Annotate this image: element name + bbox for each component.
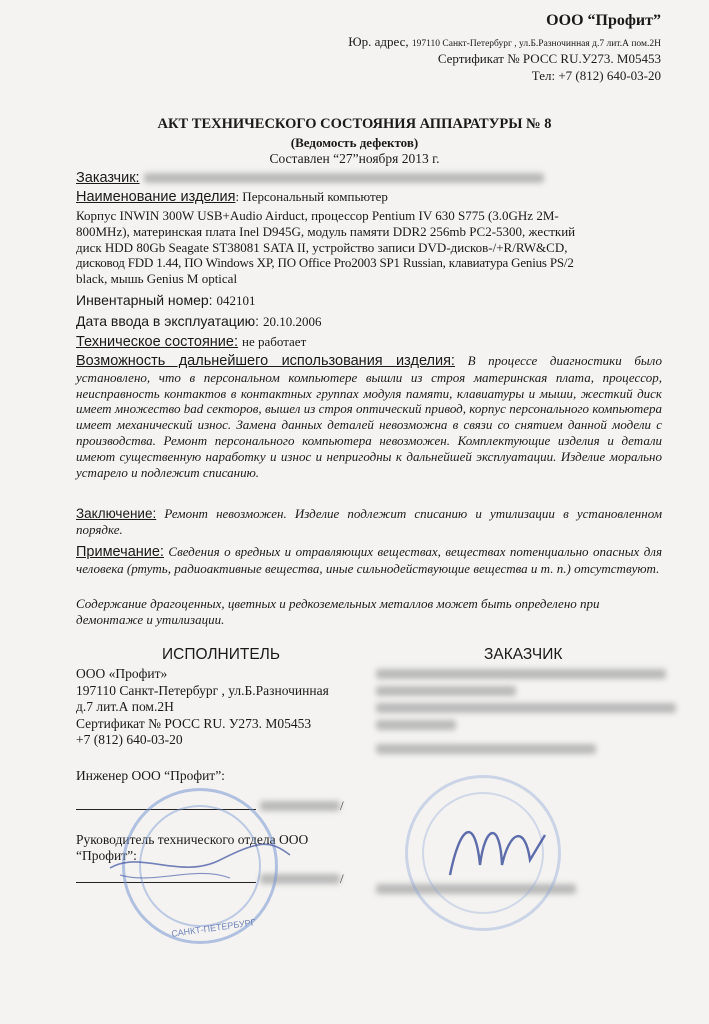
customer-row [76,169,544,187]
address-label: Юр. адрес, [348,34,409,49]
customer-heading: ЗАКАЗЧИК [484,646,563,663]
item-row [76,188,388,206]
note-metals-paragraph: Содержание драгоценных, цветных и редкоземельных металлов может быть определено при демонтаже и утилизации. [76,596,600,627]
redacted-line [376,744,596,754]
document-subtitle: (Ведомость дефектов) [290,135,419,150]
note-text: Сведения о вредных и отравляющих веществах, веществах потенциально опасных для человека (ртуть, радиоактивные вещества, иные сильнодействующие вещества и т. п.) отсутствуют. [76,544,662,576]
item-label: Наименование изделия [76,189,236,205]
company-certificate: Сертификат № РОСС RU.У273. М05453 [437,51,661,66]
executor-signature-scribble [100,820,300,900]
redacted-line [376,686,516,696]
note-paragraph [76,544,662,577]
company-address [348,34,661,50]
item-value: : Персональный компьютер [235,189,388,204]
tech-state-value: не работает [242,334,307,349]
executor-line: Сертификат № РОСС RU. У273. М05453 [76,715,312,731]
executor-details [76,666,329,749]
redacted-line [376,703,676,713]
engineer-signature-line: / [76,795,344,815]
redacted-line [376,669,666,679]
note-label: Примечание: [76,544,164,560]
date-row [76,313,322,331]
inventory-label: Инвентарный номер: [76,292,213,308]
executor-line: +7 (812) 640-03-20 [76,732,183,747]
date-label: Дата ввода в эксплуатацию: [76,313,260,329]
engineer-name-redacted [260,801,340,811]
head-label-line1: Руководитель технического отдела ООО [76,832,309,847]
customer-signature-scribble [440,805,560,895]
config-line: black, мышь Genius M optical [76,271,238,287]
engineer-label: Инженер ООО “Профит”: [76,768,225,783]
conclusion-paragraph [76,506,662,538]
document-title: АКТ ТЕХНИЧЕСКОГО СОСТОЯНИЯ АППАРАТУРЫ № 8 [157,116,552,132]
date-value: 20.10.2006 [263,314,322,329]
inventory-value: 042101 [216,293,256,308]
tech-state-label: Техническое состояние: [76,334,238,350]
executor-line: д.7 лит.А пом.2Н [76,699,174,714]
conclusion-text: Ремонт невозможен. Изделие подлежит списанию и утилизации в установленном порядке. [76,506,663,537]
head-signature-line: / [76,868,344,888]
redacted-line [376,720,456,730]
possibility-paragraph [76,353,662,480]
executor-line: ООО «Профит» [76,666,168,681]
config-line: диск HDD 80Gb Seagate ST38081 SATA II, устройство записи DVD-дисков-/+R/RW&CD, [76,239,568,255]
head-label-line2: “Профит”: [76,848,137,863]
customer-details-redacted [376,664,676,754]
executor-heading: ИСПОЛНИТЕЛЬ [162,646,281,663]
config-line: Корпус INWIN 300W USB+Audio Airduct, процессор Pentium IV 630 S775 (3.0GHz 2M- [76,208,559,223]
company-phone: Тел: +7 (812) 640-03-20 [531,68,661,83]
customer-label: Заказчик: [76,170,140,186]
config-line: дисковод FDD 1.44, ПО Windows XP, ПО Office Pro2003 SP1 Russian, клавиатура Genius PS/2 [76,255,574,271]
inventory-row [76,292,256,310]
possibility-label: Возможность дальнейшего использования изделия: [76,353,455,369]
possibility-text: В процессе диагностики было установлено, что в персональном компьютере вышли из строя материнская плата, процессор, неисправность контактов в контактных группах модуля памяти, клавиатуры и мыши, жесткий диск имеет множество bad секторов, вышел из строя оптический привод, корпус персонального компьютера имеет механический износ. Замена данных деталей невозможна в связи со снятием данной модели с производства. Ремонт персонального компьютера невозможен. Комплектующие изделия и детали имеют существенную наработку и износ и непригодны к дальнейшей эксплуатации. Изделие морально устарело и подлежит списанию. [76,353,663,480]
configuration-block [76,208,662,287]
config-line: 800MHz), материнская плата Inel D945G, модуль памяти DDR2 256mb PC2-5300, жесткий [76,223,576,239]
executor-line: 197110 Санкт-Петербург , ул.Б.Разночинная [76,682,329,698]
address-value: 197110 Санкт-Петербург , ул.Б.Разночинная д.7 лит.А пом.2Н [411,39,661,49]
company-name: ООО “Профит” [546,12,661,29]
stamp-text: САНКТ-ПЕТЕРБУРГ [170,917,257,939]
conclusion-label: Заключение: [76,506,157,521]
customer-redacted [144,173,544,183]
composed-date: Составлен “27”ноября 2013 г. [269,151,440,166]
tech-state-row [76,333,306,351]
